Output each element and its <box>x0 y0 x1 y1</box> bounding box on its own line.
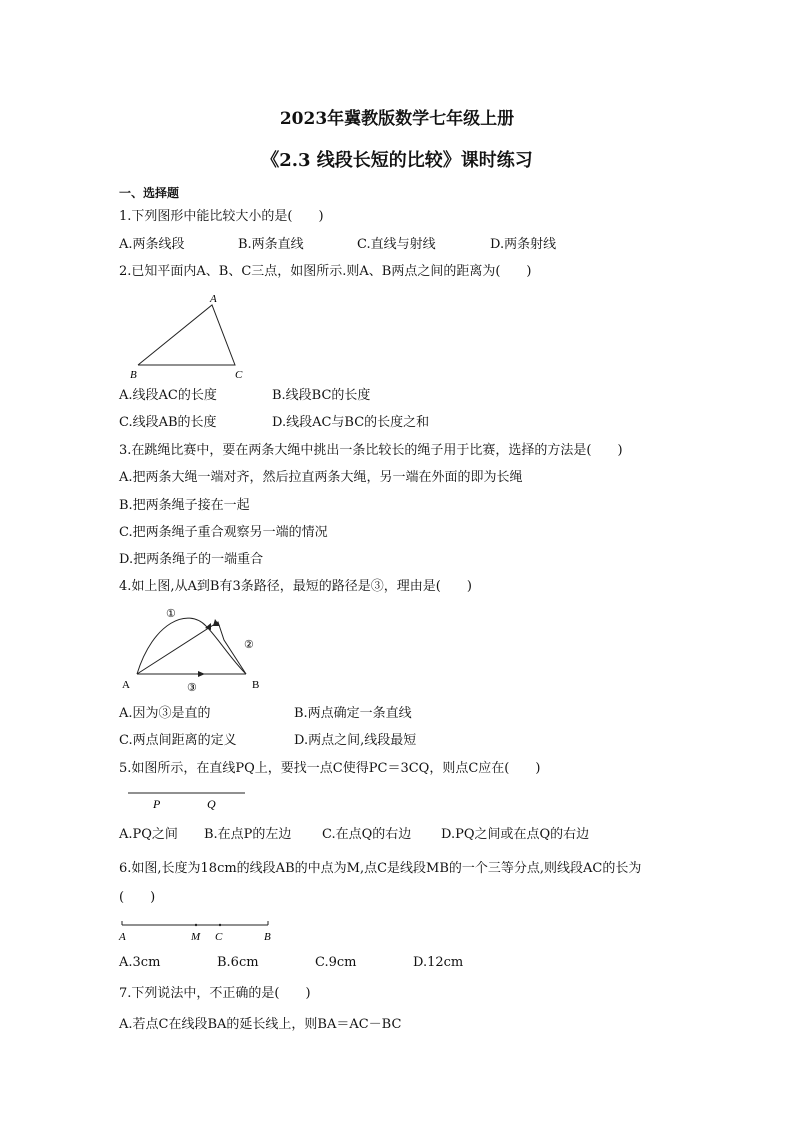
question-4-option-c: C.两点间距离的定义 <box>119 733 237 748</box>
question-3-option-d: D.把两条绳子的一端重合 <box>119 552 264 567</box>
question-5-option-b: B.在点P的左边 <box>204 827 292 842</box>
question-1-stem: 1.下列图形中能比较大小的是( ) <box>119 209 324 224</box>
question-2-option-d: D.线段AC与BC的长度之和 <box>272 415 430 430</box>
question-5-stem: 5.如图所示，在直线PQ上，要找一点C使得PC＝3CQ，则点C应在( ) <box>119 761 541 776</box>
line-pq-figure <box>125 788 250 812</box>
line-label-q: Q <box>207 797 216 811</box>
question-3-option-a: A.把两条大绳一端对齐，然后拉直两条大绳，另一端在外面的即为长绳 <box>119 470 523 485</box>
section-label: 一、选择题 <box>119 186 180 200</box>
triangle-label-c: C <box>235 369 243 381</box>
question-5-option-c: C.在点Q的右边 <box>322 827 412 842</box>
path-3-label: ③ <box>187 682 197 694</box>
segment-label-b: B <box>264 931 271 943</box>
question-5-option-d: D.PQ之间或在点Q的右边 <box>441 827 590 842</box>
question-6-stem-line1: 6.如图,长度为18cm的线段AB的中点为M,点C是线段MB的一个三等分点,则线段AC的长为 <box>119 861 642 876</box>
triangle-label-a: A <box>210 293 217 305</box>
paths-figure <box>118 602 268 696</box>
question-6-stem-line2: ( ) <box>119 890 156 905</box>
question-3-option-b: B.把两条绳子接在一起 <box>119 498 250 513</box>
paths-label-b: B <box>252 679 260 691</box>
question-3-option-c: C.把两条绳子重合观察另一端的情况 <box>119 525 328 540</box>
question-2-option-b: B.线段BC的长度 <box>272 388 371 403</box>
question-2-stem: 2.已知平面内A、B、C三点，如图所示.则A、B两点之间的距离为( ) <box>119 264 532 279</box>
line-label-p: P <box>153 797 161 811</box>
question-6-option-a: A.3cm <box>119 955 161 970</box>
question-6-option-c: C.9cm <box>315 955 357 970</box>
segment-label-m: M <box>191 931 201 943</box>
question-5-option-a: A.PQ之间 <box>119 827 178 842</box>
question-2-option-a: A.线段AC的长度 <box>119 388 217 403</box>
triangle-figure <box>125 290 255 382</box>
question-6-option-d: D.12cm <box>413 955 464 970</box>
paths-label-a: A <box>122 679 130 691</box>
question-7-option-a: A.若点C在线段BA的延长线上，则BA＝AC－BC <box>119 1017 402 1032</box>
document-subtitle: 《2.3 线段长短的比较》课时练习 <box>261 150 533 171</box>
path-2-label: ② <box>244 639 254 651</box>
question-4-option-a: A.因为③是直的 <box>119 706 211 721</box>
question-4-option-d: D.两点之间,线段最短 <box>294 733 417 748</box>
segment-ab-figure <box>118 918 278 944</box>
triangle-label-b: B <box>130 369 137 381</box>
document-title: 2023年冀教版数学七年级上册 <box>279 109 515 129</box>
question-1-option-a: A.两条线段 <box>119 237 185 252</box>
question-1-option-c: C.直线与射线 <box>357 237 436 252</box>
segment-label-c: C <box>215 931 223 943</box>
question-3-stem: 3.在跳绳比赛中，要在两条大绳中挑出一条比较长的绳子用于比赛，选择的方法是( ) <box>119 443 623 458</box>
question-7-stem: 7.下列说法中，不正确的是( ) <box>119 986 311 1001</box>
question-4-option-b: B.两点确定一条直线 <box>294 706 412 721</box>
question-1-option-d: D.两条射线 <box>490 237 557 252</box>
path-1-label: ① <box>166 608 176 620</box>
question-2-option-c: C.线段AB的长度 <box>119 415 217 430</box>
segment-label-a: A <box>119 931 126 943</box>
question-4-stem: 4.如上图,从A到B有3条路径，最短的路径是③，理由是( ) <box>119 579 472 594</box>
question-1-option-b: B.两条直线 <box>238 237 304 252</box>
question-6-option-b: B.6cm <box>217 955 259 970</box>
